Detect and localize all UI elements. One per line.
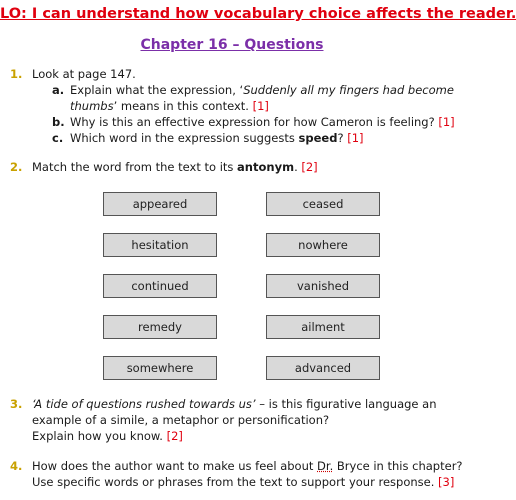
antonym-card[interactable]: nowhere (266, 233, 380, 257)
mark-allocation: [1] (347, 131, 364, 145)
chapter-title: Chapter 16 – Questions (140, 37, 324, 53)
antonym-card[interactable]: ceased (266, 192, 380, 216)
quote-text: thumbs (70, 99, 114, 113)
question-text: Look at page 147. (32, 67, 136, 81)
keyword: speed (298, 131, 338, 145)
mark-allocation: [2] (301, 160, 318, 174)
question-number: 4. (10, 459, 23, 473)
antonym-card[interactable]: advanced (266, 356, 380, 380)
mark-allocation: [3] (438, 475, 455, 489)
question-text: example of a simile, a metaphor or personification? (32, 413, 330, 427)
sub-letter: b. (52, 115, 65, 129)
keyword: antonym (237, 160, 295, 174)
mark-allocation: [1] (252, 99, 269, 113)
question-text: – is this figurative language an (255, 397, 437, 411)
antonym-card[interactable]: ailment (266, 315, 380, 339)
question-text: Explain how you know. (32, 429, 163, 443)
word-card[interactable]: appeared (103, 192, 217, 216)
sub-text: Explain what the expression, ‘ (70, 83, 244, 97)
sub-letter: c. (52, 131, 64, 145)
word-card[interactable]: remedy (103, 315, 217, 339)
title-abbrev: Dr. (317, 459, 334, 473)
word-card[interactable]: hesitation (103, 233, 217, 257)
sub-text: ’ means in this context. (113, 99, 249, 113)
learning-objective: LO: I can understand how vocabulary choice affects the reader. (0, 6, 516, 22)
question-number: 1. (10, 67, 23, 81)
mark-allocation: [2] (166, 429, 183, 443)
mark-allocation: [1] (438, 115, 455, 129)
question-number: 3. (10, 397, 23, 411)
word-card[interactable]: continued (103, 274, 217, 298)
sub-text: Why is this an effective expression for how Cameron is feeling? (70, 115, 435, 129)
question-text: Use specific words or phrases from the text to support your response. (32, 475, 435, 489)
question-text: Match the word from the text to its (32, 160, 238, 174)
antonym-card[interactable]: vanished (266, 274, 380, 298)
sub-text: Which word in the expression suggests (70, 131, 299, 145)
word-card[interactable]: somewhere (103, 356, 217, 380)
sub-letter: a. (52, 83, 65, 97)
question-text: How does the author want to make us feel about (32, 459, 318, 473)
quote-text: ‘A tide of questions rushed towards us’ (32, 397, 256, 411)
quote-text: Suddenly all my fingers had become (243, 83, 454, 97)
question-number: 2. (10, 160, 23, 174)
